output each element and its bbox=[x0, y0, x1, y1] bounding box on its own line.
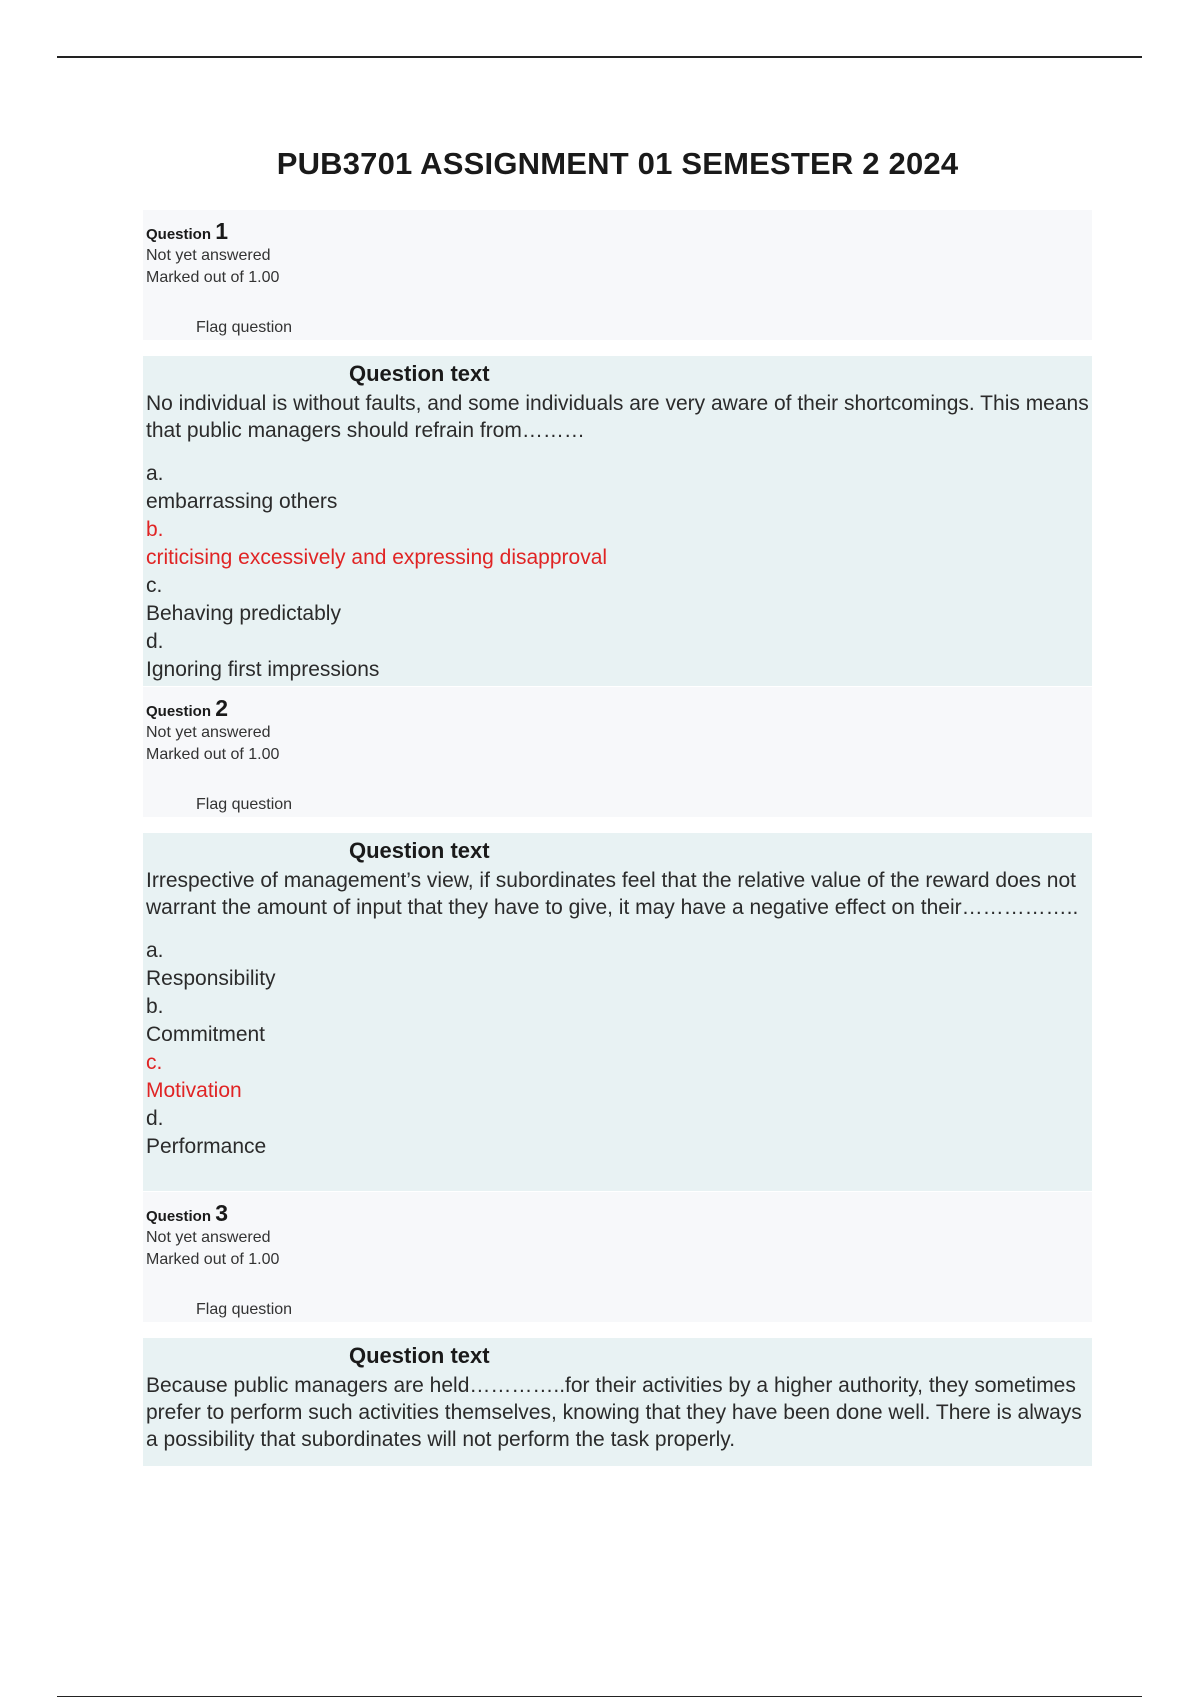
question-text: Because public managers are held…………..for their activities by a higher authority, they sometimes prefer to perform such activities themselves, knowing that they have been done well. There is always a possibility that subordinates will not perform the task properly. bbox=[146, 1374, 1082, 1451]
option-text[interactable]: Commitment bbox=[146, 1023, 266, 1046]
question-status: Not yet answered bbox=[146, 247, 271, 264]
option-letter[interactable]: b. bbox=[146, 995, 164, 1018]
question-text-heading: Question text bbox=[349, 1343, 490, 1368]
question-marks: Marked out of 1.00 bbox=[146, 269, 280, 286]
option-letter[interactable]: d. bbox=[146, 630, 164, 653]
option-text[interactable]: Performance bbox=[146, 1135, 267, 1158]
question-info-2 bbox=[143, 687, 1092, 817]
question-marks: Marked out of 1.00 bbox=[146, 1251, 280, 1268]
option-letter[interactable]: a. bbox=[146, 939, 164, 962]
option-text[interactable]: Behaving predictably bbox=[146, 602, 341, 625]
question-content-2 bbox=[143, 833, 1092, 1191]
top-rule bbox=[57, 56, 1142, 58]
option-text[interactable]: Ignoring first impressions bbox=[146, 658, 380, 681]
question-content-3 bbox=[143, 1338, 1092, 1466]
page-title: PUB3701 ASSIGNMENT 01 SEMESTER 2 2024 bbox=[276, 146, 959, 181]
question-text: Irrespective of management’s view, if subordinates feel that the relative value of the reward does not warrant the amount of input that they have to give, it may have a negative effect on their…………….. bbox=[146, 869, 1079, 919]
question-label: Question bbox=[146, 1208, 212, 1225]
option-letter-correct[interactable]: b. bbox=[146, 518, 164, 541]
flag-question-link[interactable]: Flag question bbox=[196, 796, 293, 813]
flag-question-link[interactable]: Flag question bbox=[196, 1301, 293, 1318]
question-content-1 bbox=[143, 356, 1092, 686]
bottom-rule bbox=[57, 1696, 1142, 1697]
question-text-heading: Question text bbox=[349, 361, 490, 386]
question-status: Not yet answered bbox=[146, 1229, 271, 1246]
question-number: 2 bbox=[215, 695, 228, 721]
question-label: Question bbox=[146, 226, 212, 243]
option-letter-correct[interactable]: c. bbox=[146, 1051, 163, 1074]
option-letter[interactable]: d. bbox=[146, 1107, 164, 1130]
option-letter[interactable]: c. bbox=[146, 574, 163, 597]
question-number: 3 bbox=[215, 1200, 228, 1226]
option-text[interactable]: embarrassing others bbox=[146, 490, 338, 513]
question-info-3 bbox=[143, 1192, 1092, 1322]
question-marks: Marked out of 1.00 bbox=[146, 746, 280, 763]
option-text-correct[interactable]: criticising excessively and expressing disapproval bbox=[146, 546, 608, 569]
question-label: Question bbox=[146, 703, 212, 720]
question-number: 1 bbox=[215, 218, 228, 244]
question-text-heading: Question text bbox=[349, 838, 490, 863]
option-text-correct[interactable]: Motivation bbox=[146, 1079, 242, 1102]
question-text: No individual is without faults, and some individuals are very aware of their shortcomings. This means that public managers should refrain from……… bbox=[146, 392, 1089, 442]
option-letter[interactable]: a. bbox=[146, 462, 164, 485]
flag-question-link[interactable]: Flag question bbox=[196, 319, 293, 336]
option-text[interactable]: Responsibility bbox=[146, 967, 276, 990]
question-status: Not yet answered bbox=[146, 724, 271, 741]
question-info-1 bbox=[143, 210, 1092, 340]
